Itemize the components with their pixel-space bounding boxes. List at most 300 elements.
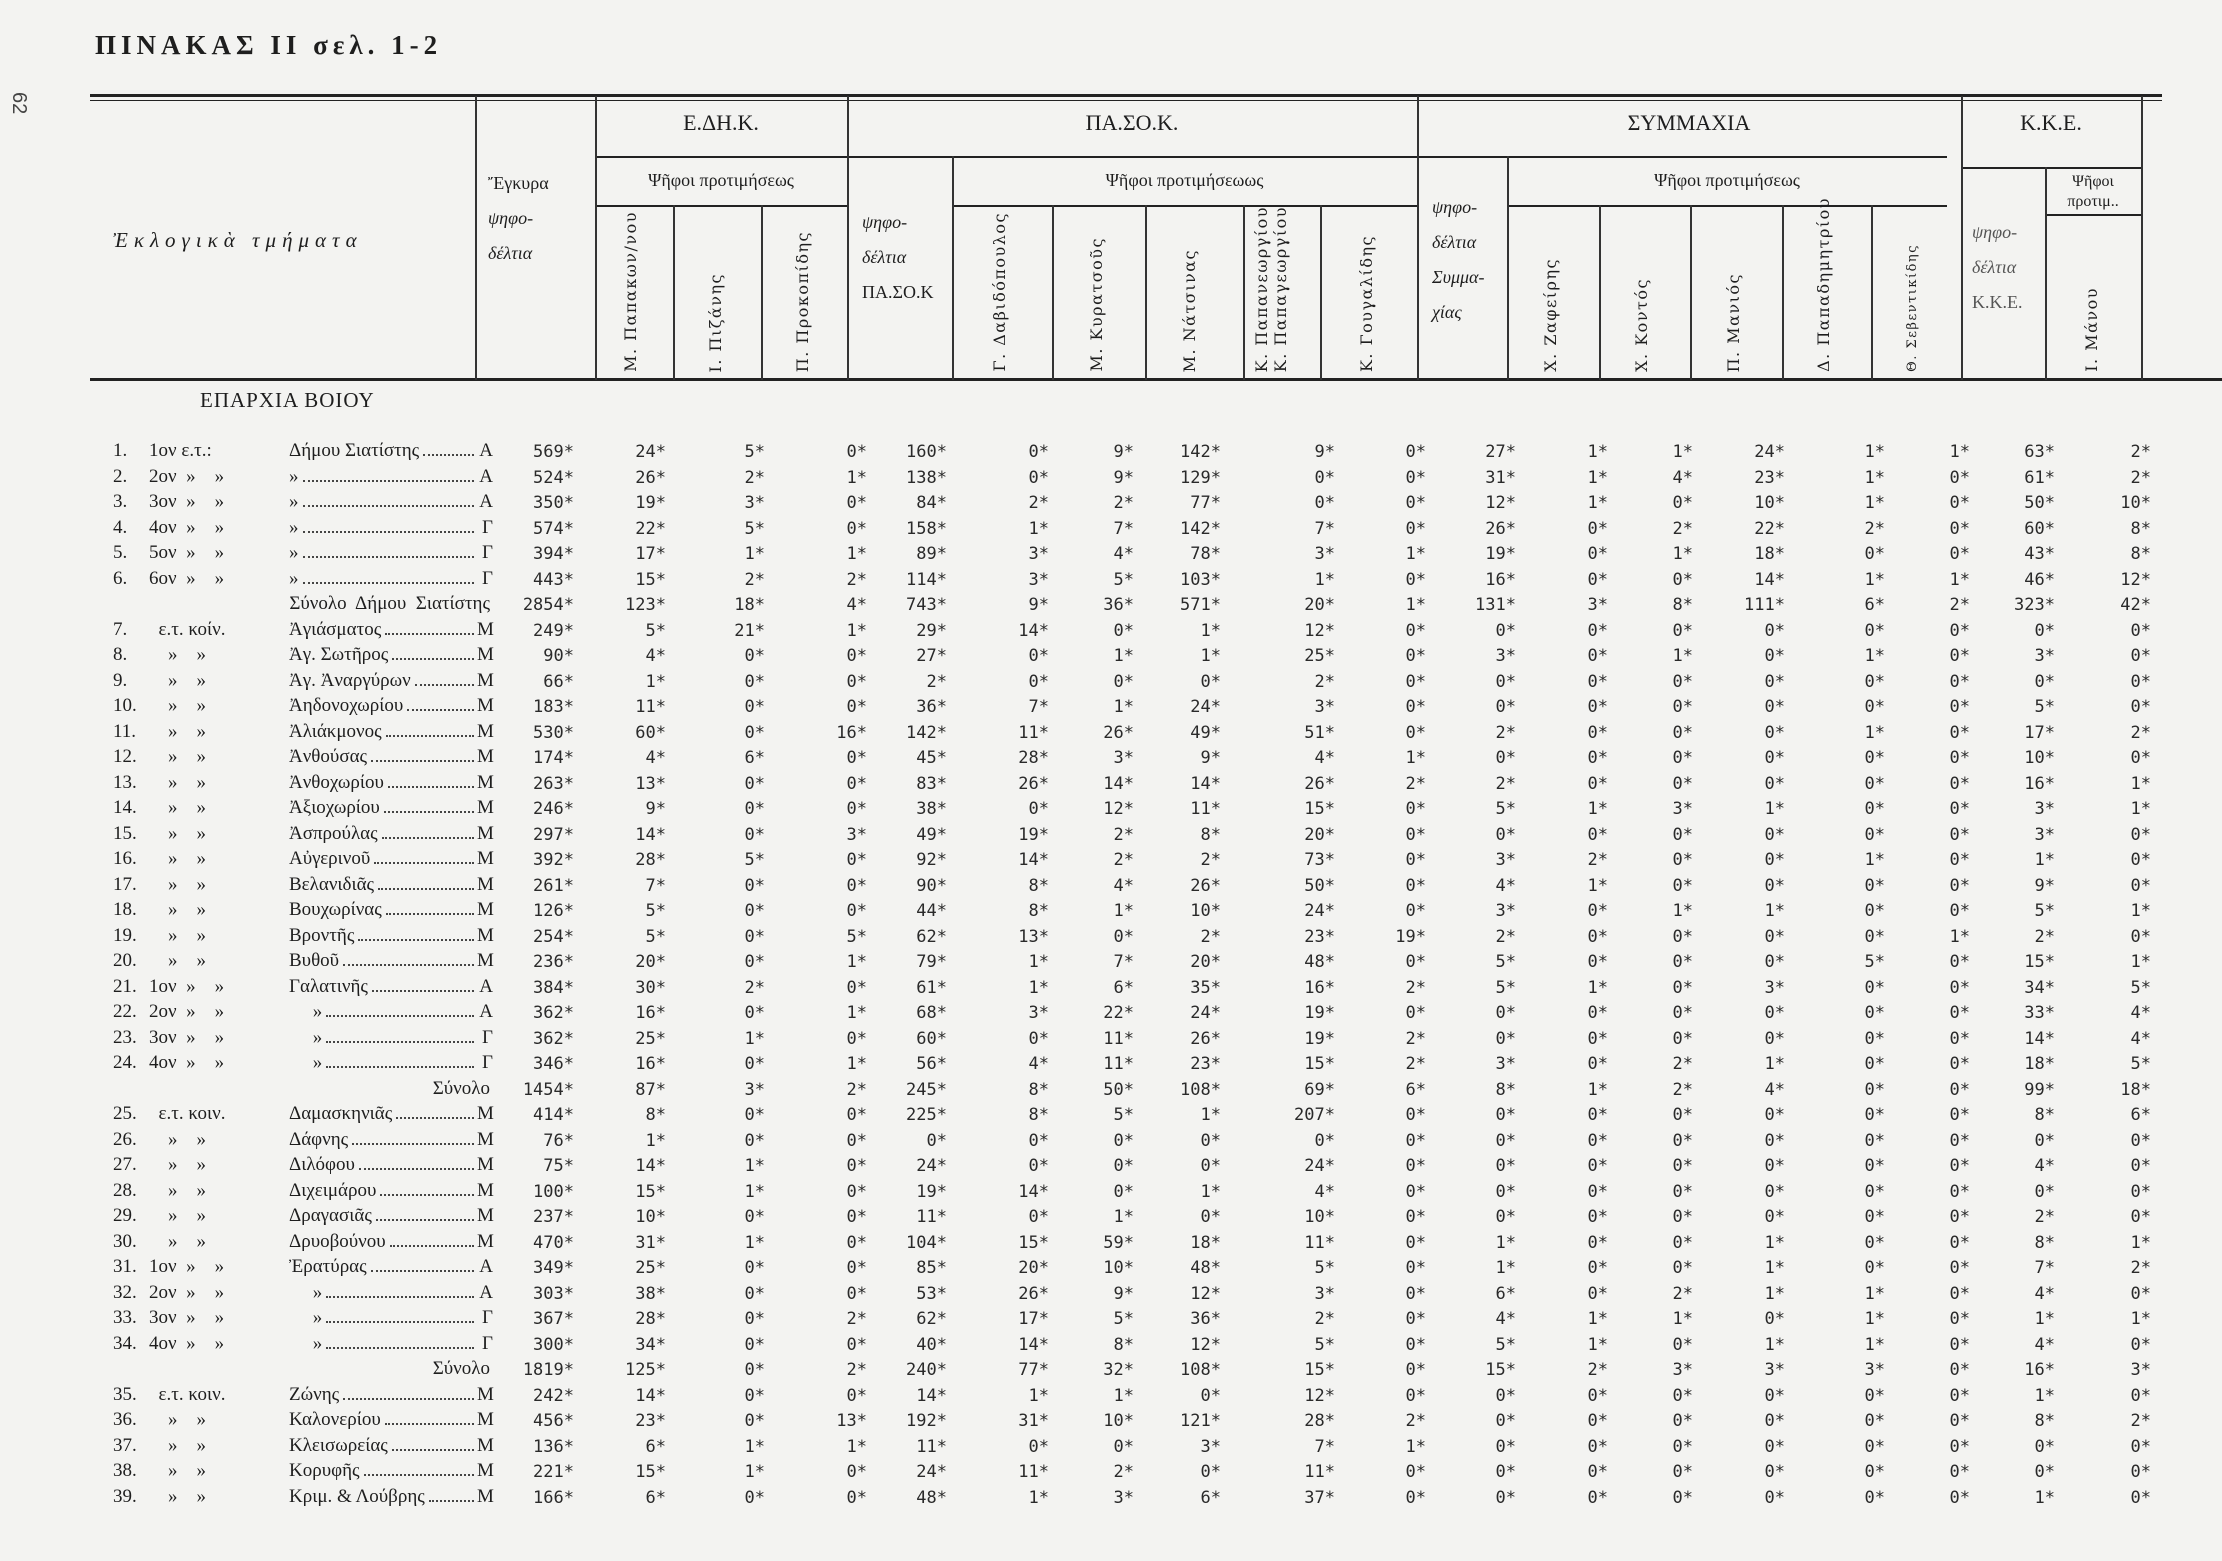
row-number: 13. <box>113 771 137 793</box>
vote-count-cell: 8* <box>2034 1105 2055 1125</box>
vote-count-cell: 1* <box>1200 646 1221 666</box>
row-prefix: ε.τ. κοίν. <box>149 618 226 640</box>
row-number: 20. <box>113 950 137 971</box>
vote-count-cell: 1* <box>1028 518 1049 539</box>
vote-count-cell: 0* <box>1949 646 1970 666</box>
vote-count-cell: 1* <box>1405 1436 1426 1457</box>
vote-count-cell: 1* <box>1113 1207 1134 1227</box>
vote-count-cell: 3* <box>2130 1360 2151 1380</box>
candidate-header: Ι. Μάνου <box>2082 287 2101 372</box>
row-number: 28. <box>113 1179 137 1201</box>
district-name: Ἀγ. Σωτῆρος <box>289 644 389 665</box>
leader-dots <box>392 658 474 660</box>
vote-count-cell: 0* <box>1864 1105 1885 1125</box>
vote-count-cell: 0* <box>2130 1436 2151 1457</box>
vote-count-cell: 142* <box>1180 518 1221 539</box>
vote-count-cell: 0* <box>1405 671 1426 692</box>
vote-count-cell: 2* <box>1587 850 1608 870</box>
vote-count-cell: 14* <box>1754 569 1785 590</box>
vote-count-cell: 0* <box>1864 1462 1885 1482</box>
district-code: Μ <box>477 695 494 716</box>
table-row <box>0 772 2222 797</box>
row-prefix: » » <box>149 695 206 716</box>
vote-count-cell: 0* <box>1949 1181 1970 1202</box>
candidate-header: Θ. Σεβεντικίδης <box>1905 244 1920 372</box>
symmachia-ballots-line: δέλτια <box>1432 232 1477 252</box>
pasok-ballots-line: δέλτια <box>862 247 907 267</box>
vote-count-cell: 3* <box>1113 748 1134 768</box>
vote-count-cell: 0* <box>1672 850 1693 870</box>
vote-count-cell: 0* <box>2130 671 2151 692</box>
vote-count-cell: 3* <box>1495 901 1516 921</box>
vote-count-cell: 0* <box>1495 1156 1516 1176</box>
district-name: » <box>289 542 299 563</box>
vote-count-cell: 297* <box>533 824 574 845</box>
row-number: 36. <box>113 1409 137 1430</box>
table-row <box>0 1435 2222 1460</box>
row-label <box>113 644 493 666</box>
vote-count-cell: 0* <box>1949 1309 1970 1329</box>
candidate-header: Κ. Γουγαλίδης <box>1357 234 1376 372</box>
vote-count-cell: 0* <box>1864 1258 1885 1278</box>
row-number: 31. <box>113 1256 137 1277</box>
vote-count-cell: 1* <box>1864 722 1885 743</box>
vote-count-cell: 5* <box>744 442 765 462</box>
vote-count-cell: 22* <box>1754 518 1785 539</box>
symmachia-group-rule <box>1417 156 1947 158</box>
vote-count-cell: 3* <box>2034 799 2055 819</box>
vote-count-cell: 0* <box>1949 1258 1970 1278</box>
vote-count-cell: 3* <box>1314 1283 1335 1304</box>
vote-count-cell: 16* <box>1485 569 1516 590</box>
column-divider <box>1320 205 1322 380</box>
vote-count-cell: 0* <box>1495 1105 1516 1125</box>
vote-count-cell: 114* <box>906 569 947 590</box>
row-prefix: » » <box>149 924 206 946</box>
vote-count-cell: 32* <box>1103 1360 1134 1380</box>
vote-count-cell: 48* <box>1304 952 1335 972</box>
vote-count-cell: 0* <box>1495 1130 1516 1151</box>
column-divider <box>761 205 763 380</box>
vote-count-cell: 24* <box>1304 1156 1335 1176</box>
row-label <box>113 1460 493 1482</box>
vote-count-cell: 2* <box>1949 595 1970 615</box>
vote-count-cell: 142* <box>906 722 947 743</box>
row-prefix: » » <box>149 771 206 793</box>
vote-count-cell: 0* <box>1113 671 1134 692</box>
vote-count-cell: 0* <box>1949 1283 1970 1304</box>
vote-count-cell: 1* <box>1672 1309 1693 1329</box>
vote-count-cell: 0* <box>1587 1156 1608 1176</box>
district-name: Δρυοβούνου <box>289 1230 386 1252</box>
row-label <box>113 1180 493 1202</box>
table-row <box>0 1103 2222 1128</box>
vote-count-cell: 28* <box>635 850 666 870</box>
vote-count-cell: 61* <box>916 977 947 998</box>
vote-count-cell: 0* <box>1405 1309 1426 1329</box>
leader-dots <box>303 480 475 482</box>
vote-count-cell: 1* <box>846 1054 867 1074</box>
vote-count-cell: 1* <box>1587 875 1608 896</box>
vote-count-cell: 2* <box>1113 824 1134 845</box>
vote-count-cell: 1* <box>1949 442 1970 462</box>
vote-count-cell: 75* <box>543 1156 574 1176</box>
vote-count-cell: 10* <box>1103 1258 1134 1278</box>
symmachia-pref-rule <box>1507 205 1947 207</box>
vote-count-cell: 0* <box>2130 1283 2151 1304</box>
kke-ballots-header <box>1972 215 2023 320</box>
column-divider <box>1782 205 1784 380</box>
vote-count-cell: 104* <box>906 1232 947 1253</box>
vote-count-cell: 2* <box>2034 1207 2055 1227</box>
vote-count-cell: 0* <box>1672 697 1693 717</box>
valid-ballots-header <box>488 166 549 271</box>
vote-count-cell: 1* <box>744 1436 765 1457</box>
vote-count-cell: 743* <box>906 595 947 615</box>
vote-count-cell: 6* <box>1864 595 1885 615</box>
vote-count-cell: 0* <box>1405 722 1426 743</box>
vote-count-cell: 0* <box>744 1360 765 1380</box>
vote-count-cell: 15* <box>1304 1054 1335 1074</box>
vote-count-cell: 0* <box>846 1258 867 1278</box>
vote-count-cell: 8* <box>2130 518 2151 539</box>
vote-count-cell: 1* <box>1864 646 1885 666</box>
row-prefix: » » <box>149 1409 206 1430</box>
vote-count-cell: 24* <box>1190 697 1221 717</box>
vote-count-cell: 0* <box>1949 1207 1970 1227</box>
vote-count-cell: 129* <box>1180 467 1221 488</box>
vote-count-cell: 0* <box>1949 1054 1970 1074</box>
vote-count-cell: 7* <box>645 875 666 896</box>
vote-count-cell: 574* <box>533 518 574 539</box>
vote-count-cell: 0* <box>744 926 765 947</box>
vote-count-cell: 2* <box>1200 850 1221 870</box>
district-code: Μ <box>477 1383 494 1405</box>
kke-ballots-line: Κ.Κ.Ε. <box>1972 292 2023 312</box>
vote-count-cell: 0* <box>1495 1028 1516 1049</box>
vote-count-cell: 0* <box>1405 1232 1426 1253</box>
row-number: 15. <box>113 822 137 844</box>
vote-count-cell: 1* <box>1405 544 1426 564</box>
row-number: 38. <box>113 1460 137 1481</box>
vote-count-cell: 77* <box>1018 1360 1049 1380</box>
district-code: Γ <box>482 1307 493 1328</box>
district-code: Μ <box>477 1179 494 1201</box>
vote-count-cell: 1* <box>846 952 867 972</box>
vote-count-cell: 5* <box>1314 1258 1335 1278</box>
row-number: 3. <box>113 491 128 512</box>
vote-count-cell: 20* <box>1304 595 1335 615</box>
vote-count-cell: 38* <box>916 799 947 819</box>
vote-count-cell: 166* <box>533 1487 574 1508</box>
leader-dots <box>371 760 474 762</box>
vote-count-cell: 0* <box>1864 824 1885 845</box>
table-title: ΠΙΝΑΚΑΣ ΙΙ σελ. 1-2 <box>95 30 443 60</box>
region-heading: ΕΠΑΡΧΙΑ ΒΟΙΟΥ <box>200 388 375 412</box>
vote-count-cell: 92* <box>916 850 947 870</box>
row-number: 6. <box>113 567 128 589</box>
vote-count-cell: 0* <box>846 1232 867 1253</box>
vote-count-cell: 246* <box>533 799 574 819</box>
vote-count-cell: 4* <box>645 748 666 768</box>
vote-count-cell: 0* <box>846 1207 867 1227</box>
vote-count-cell: 0* <box>1405 569 1426 590</box>
table-row <box>0 1333 2222 1358</box>
row-number: 27. <box>113 1154 137 1175</box>
vote-count-cell: 0* <box>1949 773 1970 794</box>
vote-count-cell: 1* <box>1587 1309 1608 1329</box>
vote-count-cell: 0* <box>1949 1003 1970 1023</box>
vote-count-cell: 24* <box>916 1462 947 1482</box>
vote-count-cell: 1* <box>1587 467 1608 488</box>
leader-dots <box>326 1041 474 1043</box>
leader-dots <box>352 1143 474 1145</box>
vote-count-cell: 0* <box>2130 1156 2151 1176</box>
table-row <box>0 619 2222 644</box>
vote-count-cell: 1* <box>846 1003 867 1023</box>
vote-count-cell: 16* <box>2024 1360 2055 1380</box>
vote-count-cell: 0* <box>1949 620 1970 641</box>
district-name: Διλόφου <box>289 1154 355 1175</box>
leader-dots <box>372 990 474 992</box>
district-name: Βελανιδιᾶς <box>289 873 375 895</box>
vote-count-cell: 29* <box>916 620 947 641</box>
vote-count-cell: 225* <box>906 1105 947 1125</box>
row-label <box>113 925 493 947</box>
vote-count-cell: 2* <box>1314 671 1335 692</box>
vote-count-cell: 27* <box>1485 442 1516 462</box>
vote-count-cell: 1* <box>1587 1334 1608 1355</box>
vote-count-cell: 2* <box>2034 926 2055 947</box>
vote-count-cell: 18* <box>2120 1079 2151 1100</box>
vote-count-cell: 2* <box>1405 977 1426 998</box>
vote-count-cell: 15* <box>635 569 666 590</box>
table-row <box>0 1052 2222 1077</box>
vote-count-cell: 31* <box>1018 1411 1049 1431</box>
vote-count-cell: 2* <box>846 569 867 590</box>
leader-dots <box>386 913 474 915</box>
vote-count-cell: 6* <box>1405 1079 1426 1100</box>
row-label <box>113 1384 493 1406</box>
vote-count-cell: 5* <box>1864 952 1885 972</box>
vote-count-cell: 0* <box>1314 1130 1335 1151</box>
total-row <box>0 1078 2222 1103</box>
row-prefix: 4ον » » <box>149 1332 225 1354</box>
table-row <box>0 644 2222 669</box>
vote-count-cell: 0* <box>846 1028 867 1049</box>
vote-count-cell: 0* <box>1587 569 1608 590</box>
vote-count-cell: 1* <box>1764 1054 1785 1074</box>
row-label <box>113 1307 493 1329</box>
vote-count-cell: 0* <box>1405 875 1426 896</box>
district-code: Α <box>479 1281 493 1303</box>
vote-count-cell: 0* <box>1764 1462 1785 1482</box>
vote-count-cell: 0* <box>1587 1054 1608 1074</box>
vote-count-cell: 0* <box>1028 1436 1049 1457</box>
table-row <box>0 1282 2222 1307</box>
vote-count-cell: 68* <box>916 1003 947 1023</box>
vote-count-cell: 2* <box>1672 1079 1693 1100</box>
vote-count-cell: 0* <box>2130 1207 2151 1227</box>
vote-count-cell: 0* <box>1587 1207 1608 1227</box>
vote-count-cell: 0* <box>1113 1130 1134 1151</box>
vote-count-cell: 0* <box>2130 620 2151 641</box>
vote-count-cell: 0* <box>1764 1487 1785 1508</box>
vote-count-cell: 0* <box>1405 850 1426 870</box>
group-symmachia: ΣΥΜΜΑΧΙΑ <box>1627 110 1751 135</box>
table-row <box>0 568 2222 593</box>
vote-count-cell: 15* <box>1485 1360 1516 1380</box>
vote-count-cell: 1* <box>1028 1385 1049 1406</box>
vote-count-cell: 0* <box>1587 518 1608 539</box>
vote-count-cell: 1* <box>1113 697 1134 717</box>
vote-count-cell: 0* <box>1672 773 1693 794</box>
vote-count-cell: 8* <box>2034 1411 2055 1431</box>
vote-count-cell: 0* <box>1587 901 1608 921</box>
vote-count-cell: 1* <box>1864 1334 1885 1355</box>
row-label <box>113 976 493 998</box>
vote-count-cell: 3* <box>2034 824 2055 845</box>
total-row <box>0 1358 2222 1383</box>
row-number: 1. <box>113 440 128 461</box>
vote-count-cell: 0* <box>1949 1360 1970 1380</box>
vote-count-cell: 26* <box>635 467 666 488</box>
vote-count-cell: 40* <box>916 1334 947 1355</box>
vote-count-cell: 323* <box>2014 595 2055 615</box>
vote-count-cell: 16* <box>2024 773 2055 794</box>
section-label: Ἐκλογικὰ τμήματα <box>113 228 363 252</box>
vote-count-cell: 15* <box>635 1462 666 1482</box>
vote-count-cell: 15* <box>1304 1360 1335 1380</box>
column-divider <box>1599 205 1601 380</box>
row-number: 34. <box>113 1332 137 1354</box>
vote-count-cell: 0* <box>1495 697 1516 717</box>
vote-count-cell: 5* <box>2034 697 2055 717</box>
total-row <box>0 593 2222 618</box>
kke-pref-votes <box>2045 172 2141 212</box>
vote-count-cell: 0* <box>1672 722 1693 743</box>
vote-count-cell: 414* <box>533 1105 574 1125</box>
leader-dots <box>385 633 474 635</box>
vote-count-cell: 0* <box>1495 1003 1516 1023</box>
vote-count-cell: 24* <box>635 442 666 462</box>
row-prefix: ε.τ. κοιν. <box>149 1103 226 1124</box>
vote-count-cell: 8* <box>645 1105 666 1125</box>
vote-count-cell: 8* <box>2034 1232 2055 1253</box>
row-label <box>113 1282 493 1304</box>
vote-count-cell: 0* <box>1587 544 1608 564</box>
vote-count-cell: 2* <box>1028 493 1049 513</box>
vote-count-cell: 237* <box>533 1207 574 1227</box>
leader-dots <box>378 888 474 890</box>
vote-count-cell: 0* <box>1864 544 1885 564</box>
vote-count-cell: 14* <box>1103 773 1134 794</box>
pasok-pref-rule <box>952 205 1417 207</box>
district-code: Μ <box>477 873 494 895</box>
vote-count-cell: 0* <box>1764 850 1785 870</box>
candidate-header: Μ. Κυρατσοῦς <box>1087 237 1106 372</box>
row-label <box>113 1409 493 1431</box>
vote-count-cell: 49* <box>1190 722 1221 743</box>
vote-count-cell: 1* <box>1587 493 1608 513</box>
vote-count-cell: 0* <box>1672 1385 1693 1406</box>
vote-count-cell: 1* <box>744 1156 765 1176</box>
vote-count-cell: 0* <box>1949 1487 1970 1508</box>
district-name: Ἀγιάσματος <box>289 618 382 640</box>
vote-count-cell: 0* <box>1587 1411 1608 1431</box>
vote-count-cell: 0* <box>2130 824 2151 845</box>
vote-count-cell: 20* <box>1190 952 1221 972</box>
vote-count-cell: 0* <box>1587 773 1608 794</box>
row-number: 9. <box>113 669 128 691</box>
vote-count-cell: 2* <box>744 569 765 590</box>
vote-count-cell: 11* <box>1018 1462 1049 1482</box>
vote-count-cell: 0* <box>744 1258 765 1278</box>
vote-count-cell: 0* <box>846 977 867 998</box>
vote-count-cell: 0* <box>2034 1181 2055 1202</box>
row-label <box>113 823 493 845</box>
column-divider <box>1052 205 1054 380</box>
vote-count-cell: 346* <box>533 1054 574 1074</box>
vote-count-cell: 19* <box>1304 1003 1335 1023</box>
vote-count-cell: 0* <box>1864 1054 1885 1074</box>
vote-count-cell: 8* <box>1113 1334 1134 1355</box>
vote-count-cell: 0* <box>1949 671 1970 692</box>
symmachia-ballots-header <box>1432 190 1484 330</box>
row-prefix: 3ον » » <box>149 1026 225 1048</box>
vote-count-cell: 0* <box>846 1283 867 1304</box>
vote-count-cell: 0* <box>1672 1028 1693 1049</box>
vote-count-cell: 18* <box>1754 544 1785 564</box>
vote-count-cell: 50* <box>1304 875 1335 896</box>
vote-count-cell: 0* <box>1764 1436 1785 1457</box>
row-number: 8. <box>113 644 128 665</box>
vote-count-cell: 1* <box>2130 1309 2151 1329</box>
vote-count-cell: 131* <box>1475 595 1516 615</box>
vote-count-cell: 4* <box>2130 1028 2151 1049</box>
vote-count-cell: 0* <box>1949 1232 1970 1253</box>
vote-count-cell: 4* <box>1495 1309 1516 1329</box>
vote-count-cell: 1* <box>744 544 765 564</box>
vote-count-cell: 0* <box>1495 671 1516 692</box>
candidate-header: Χ. Κοντός <box>1632 278 1651 372</box>
vote-count-cell: 0* <box>1672 1105 1693 1125</box>
vote-count-cell: 87* <box>635 1079 666 1100</box>
vote-count-cell: 0* <box>926 1130 947 1151</box>
vote-count-cell: 2* <box>1405 1054 1426 1074</box>
vote-count-cell: 456* <box>533 1411 574 1431</box>
vote-count-cell: 5* <box>1495 952 1516 972</box>
vote-count-cell: 0* <box>2130 850 2151 870</box>
vote-count-cell: 10* <box>1754 493 1785 513</box>
vote-count-cell: 0* <box>1949 952 1970 972</box>
vote-count-cell: 0* <box>744 1487 765 1508</box>
vote-count-cell: 9* <box>1028 595 1049 615</box>
vote-count-cell: 0* <box>1864 1232 1885 1253</box>
vote-count-cell: 1* <box>2034 1487 2055 1508</box>
vote-count-cell: 0* <box>2130 1385 2151 1406</box>
table-row <box>0 925 2222 950</box>
vote-count-cell: 77* <box>1190 493 1221 513</box>
vote-count-cell: 17* <box>2024 722 2055 743</box>
vote-count-cell: 192* <box>906 1411 947 1431</box>
vote-count-cell: 10* <box>635 1207 666 1227</box>
vote-count-cell: 0* <box>1587 722 1608 743</box>
vote-count-cell: 1* <box>1864 1283 1885 1304</box>
district-code: Μ <box>477 1434 494 1456</box>
vote-count-cell: 3* <box>2034 646 2055 666</box>
vote-count-cell: 4* <box>1314 748 1335 768</box>
